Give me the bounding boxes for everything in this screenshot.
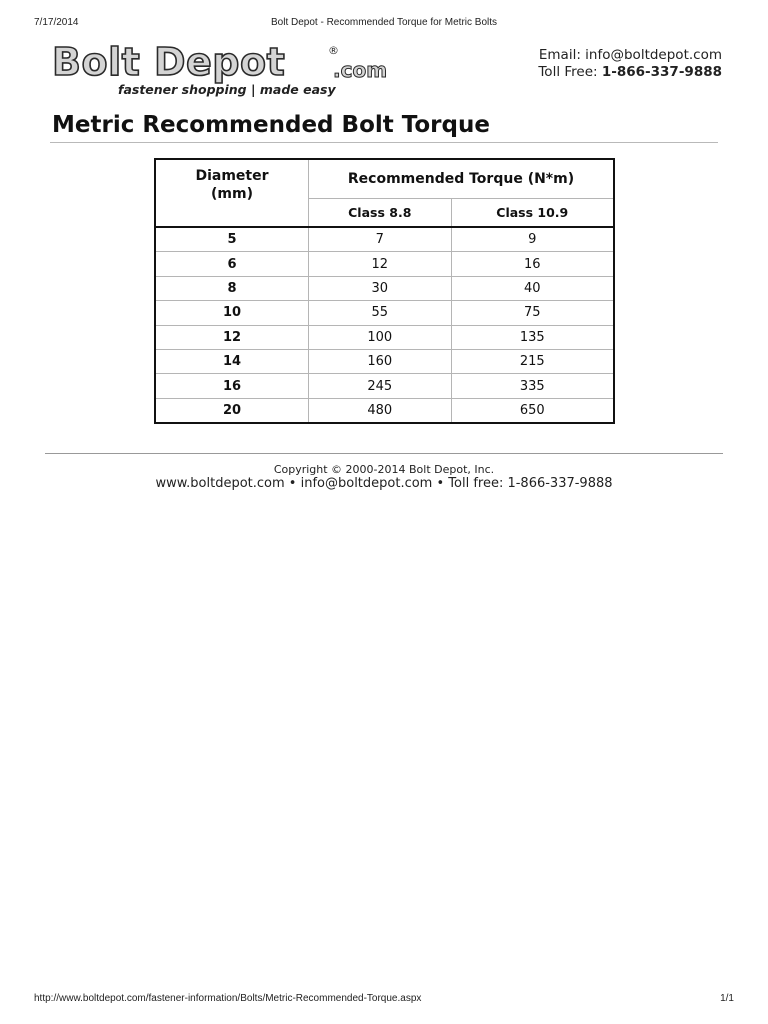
diameter-header — [155, 159, 309, 227]
diameter-header-line2: (mm) — [211, 186, 253, 202]
diameter-header-line1: Diameter — [195, 168, 269, 184]
logo-registered-mark: ® — [328, 44, 339, 57]
print-url: http://www.boltdepot.com/fastener-information/Bolts/Metric-Recommended-Torque.aspx — [34, 993, 422, 1004]
bolt-depot-logo[interactable] — [52, 40, 402, 102]
print-page-number: 1/1 — [720, 993, 734, 1004]
email-line — [538, 47, 722, 64]
phone-label: Toll Free: — [538, 64, 598, 80]
diameter-cell: 10 — [155, 301, 309, 325]
class-8-8-cell: 12 — [309, 252, 452, 276]
class-10-9-header: Class 10.9 — [451, 198, 614, 227]
diameter-cell: 16 — [155, 374, 309, 398]
phone-line — [538, 64, 722, 81]
class-10-9-cell: 40 — [451, 276, 614, 300]
print-page-title: Bolt Depot - Recommended Torque for Metric Bolts — [270, 17, 498, 28]
diameter-cell: 14 — [155, 349, 309, 373]
torque-table — [154, 158, 615, 424]
footer-divider — [45, 453, 723, 454]
class-10-9-cell: 215 — [451, 349, 614, 373]
logo-wordmark: Bolt Depot — [52, 40, 286, 84]
page-title: Metric Recommended Bolt Torque — [52, 112, 490, 138]
table-row — [155, 349, 614, 373]
table-row — [155, 301, 614, 325]
class-8-8-cell: 245 — [309, 374, 452, 398]
class-10-9-cell: 16 — [451, 252, 614, 276]
phone-number: 1-866-337-9888 — [601, 64, 722, 80]
print-date: 7/17/2014 — [34, 17, 79, 28]
footer-contact-links[interactable]: www.boltdepot.com • info@boltdepot.com • Toll free: 1-866-337-9888 — [155, 476, 613, 491]
class-8-8-cell: 30 — [309, 276, 452, 300]
copyright-text: Copyright © 2000-2014 Bolt Depot, Inc. — [273, 463, 495, 476]
table-row — [155, 325, 614, 349]
diameter-cell: 8 — [155, 276, 309, 300]
class-8-8-cell: 55 — [309, 301, 452, 325]
table-row — [155, 398, 614, 423]
table-row — [155, 252, 614, 276]
email-link[interactable]: info@boltdepot.com — [585, 47, 722, 63]
table-row — [155, 276, 614, 300]
class-10-9-cell: 135 — [451, 325, 614, 349]
class-10-9-cell: 75 — [451, 301, 614, 325]
class-8-8-cell: 7 — [309, 227, 452, 252]
diameter-cell: 12 — [155, 325, 309, 349]
logo-dotcom: .com — [333, 58, 388, 82]
diameter-cell: 6 — [155, 252, 309, 276]
table-row — [155, 227, 614, 252]
email-label: Email: — [538, 47, 581, 63]
diameter-cell: 20 — [155, 398, 309, 423]
class-8-8-header: Class 8.8 — [309, 198, 452, 227]
logo-tagline: fastener shopping | made easy — [118, 82, 336, 97]
contact-info — [538, 47, 722, 81]
class-8-8-cell: 160 — [309, 349, 452, 373]
class-10-9-cell: 650 — [451, 398, 614, 423]
table-row — [155, 374, 614, 398]
title-divider — [50, 142, 718, 143]
class-8-8-cell: 100 — [309, 325, 452, 349]
torque-header: Recommended Torque (N*m) — [309, 159, 615, 198]
class-10-9-cell: 9 — [451, 227, 614, 252]
diameter-cell: 5 — [155, 227, 309, 252]
class-8-8-cell: 480 — [309, 398, 452, 423]
class-10-9-cell: 335 — [451, 374, 614, 398]
